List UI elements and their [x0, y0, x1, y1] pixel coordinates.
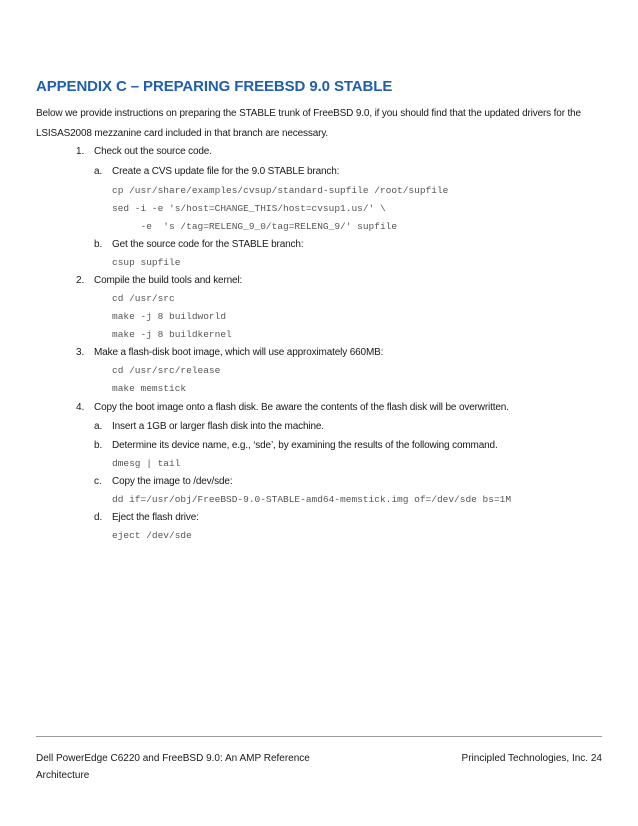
footer-divider	[36, 736, 602, 737]
page-title: APPENDIX C – PREPARING FREEBSD 9.0 STABLE	[36, 78, 393, 95]
step-4d-letter: d.	[94, 512, 103, 523]
step-1b-letter: b.	[94, 239, 103, 250]
code-line: sed -i -e 's/host=CHANGE_THIS/host=cvsup1.us/' \	[112, 203, 386, 214]
footer-document-title: Dell PowerEdge C6220 and FreeBSD 9.0: An AMP Reference Architecture	[36, 753, 310, 781]
step-4d-text: Eject the flash drive:	[112, 512, 199, 523]
footer-publisher-page: Principled Technologies, Inc. 24	[461, 753, 602, 764]
step-1b-text: Get the source code for the STABLE branch:	[112, 239, 304, 250]
step-4-number: 4.	[76, 402, 85, 413]
step-4a-letter: a.	[94, 421, 103, 432]
step-4c-text: Copy the image to /dev/sde:	[112, 476, 233, 487]
code-line: make -j 8 buildworld	[112, 311, 227, 322]
step-4-text: Copy the boot image onto a flash disk. Be aware the contents of the flash disk will be overwritten.	[94, 402, 509, 413]
step-4b-letter: b.	[94, 440, 103, 451]
code-line: dmesg | tail	[112, 458, 181, 469]
step-1a-letter: a.	[94, 166, 103, 177]
code-line: dd if=/usr/obj/FreeBSD-9.0-STABLE-amd64-memstick.img of=/dev/sde bs=1M	[112, 494, 512, 505]
code-line: csup supfile	[112, 257, 181, 268]
step-4c-letter: c.	[94, 476, 102, 487]
step-4b-text: Determine its device name, e.g., ‘sde’, by examining the results of the following command.	[112, 440, 498, 451]
step-4a-text: Insert a 1GB or larger flash disk into the machine.	[112, 421, 324, 432]
step-3-text: Make a flash-disk boot image, which will use approximately 660MB:	[94, 347, 384, 358]
code-line: cd /usr/src/release	[112, 365, 221, 376]
step-1-number: 1.	[76, 146, 85, 157]
step-2-text: Compile the build tools and kernel:	[94, 275, 243, 286]
code-line: cp /usr/share/examples/cvsup/standard-supfile /root/supfile	[112, 185, 449, 196]
step-1-text: Check out the source code.	[94, 146, 212, 157]
code-line: cd /usr/src	[112, 293, 175, 304]
code-line: make -j 8 buildkernel	[112, 329, 232, 340]
step-1a-text: Create a CVS update file for the 9.0 STABLE branch:	[112, 166, 340, 177]
step-2-number: 2.	[76, 275, 85, 286]
intro-paragraph: Below we provide instructions on preparing the STABLE trunk of FreeBSD 9.0, if you should find that the updated drivers for the LSISAS2008 mezzanine card included in that branch are necessary.	[36, 108, 581, 139]
code-line: eject /dev/sde	[112, 530, 192, 541]
code-line: -e 's /tag=RELENG_9_0/tag=RELENG_9/' supfile	[112, 221, 398, 232]
step-3-number: 3.	[76, 347, 85, 358]
code-line: make memstick	[112, 383, 187, 394]
